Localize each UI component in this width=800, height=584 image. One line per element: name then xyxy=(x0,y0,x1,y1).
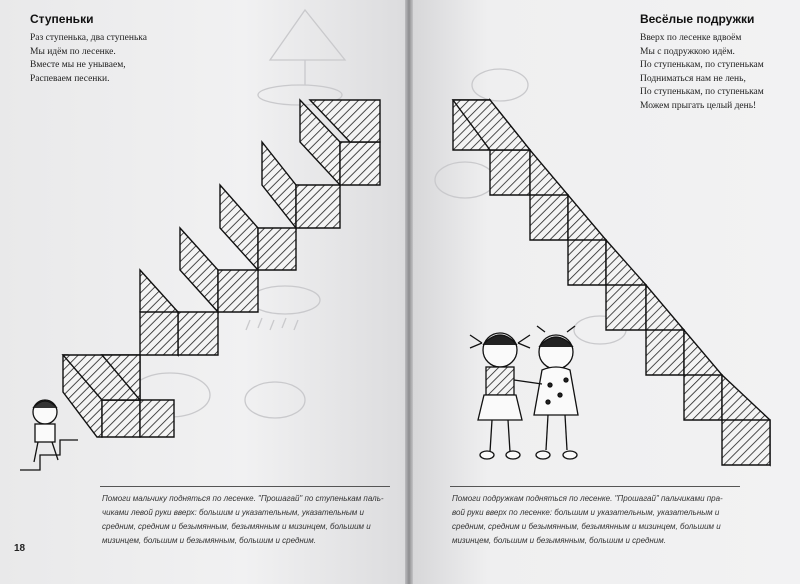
instruction-line: вой руки вверх по лесенке: большим и указательным, указательным и xyxy=(452,508,720,517)
right-instruction-rule xyxy=(450,486,740,487)
poem-line: Подниматься нам не лень, xyxy=(640,73,746,84)
poem-line: По ступенькам, по ступенькам xyxy=(640,60,764,70)
left-staircase xyxy=(63,100,380,437)
left-instruction-rule xyxy=(100,486,390,487)
left-poem xyxy=(30,32,147,86)
poem-line: Вместе мы не унываем, xyxy=(30,60,126,70)
girls-illustration xyxy=(470,326,578,459)
instruction-line: средним, средним и безымянным, безымянным и мизинцем, большим и xyxy=(102,522,371,531)
poem-line: Можем прыгать целый день! xyxy=(640,100,757,111)
right-page-title: Весёлые подружки xyxy=(640,12,755,26)
poem-line: Распеваем песенки. xyxy=(30,73,110,84)
page-number: 18 xyxy=(14,543,26,554)
instruction-line: мизинцем, большим и безымянным, большим и средним. xyxy=(452,536,666,545)
poem-line: Мы с подружкою идём. xyxy=(640,46,735,57)
instruction-line: Помоги мальчику подняться по лесенке. "Прошагай" по ступенькам паль- xyxy=(102,494,384,503)
poem-line: По ступенькам, по ступенькам xyxy=(640,87,764,97)
left-page-title: Ступеньки xyxy=(30,12,94,26)
right-instruction xyxy=(452,492,723,548)
instruction-line: средним, средним и безымянным, безымянным и мизинцем, большим и xyxy=(452,522,721,531)
instruction-line: чиками левой руки вверх: большим и указательным, указательным и xyxy=(102,508,364,517)
poem-line: Вверх по лесенке вдвоём xyxy=(640,33,742,43)
left-instruction xyxy=(102,492,384,548)
poem-line: Мы идём по лесенке. xyxy=(30,46,116,57)
right-poem xyxy=(640,32,764,113)
boy-illustration xyxy=(20,400,78,470)
instruction-line: Помоги подружкам подняться по лесенке. "Прошагай" пальчиками пра- xyxy=(452,494,723,503)
instruction-line: мизинцем, большим и безымянным, большим и средним. xyxy=(102,536,316,545)
poem-line: Раз ступенька, два ступенька xyxy=(30,33,147,43)
